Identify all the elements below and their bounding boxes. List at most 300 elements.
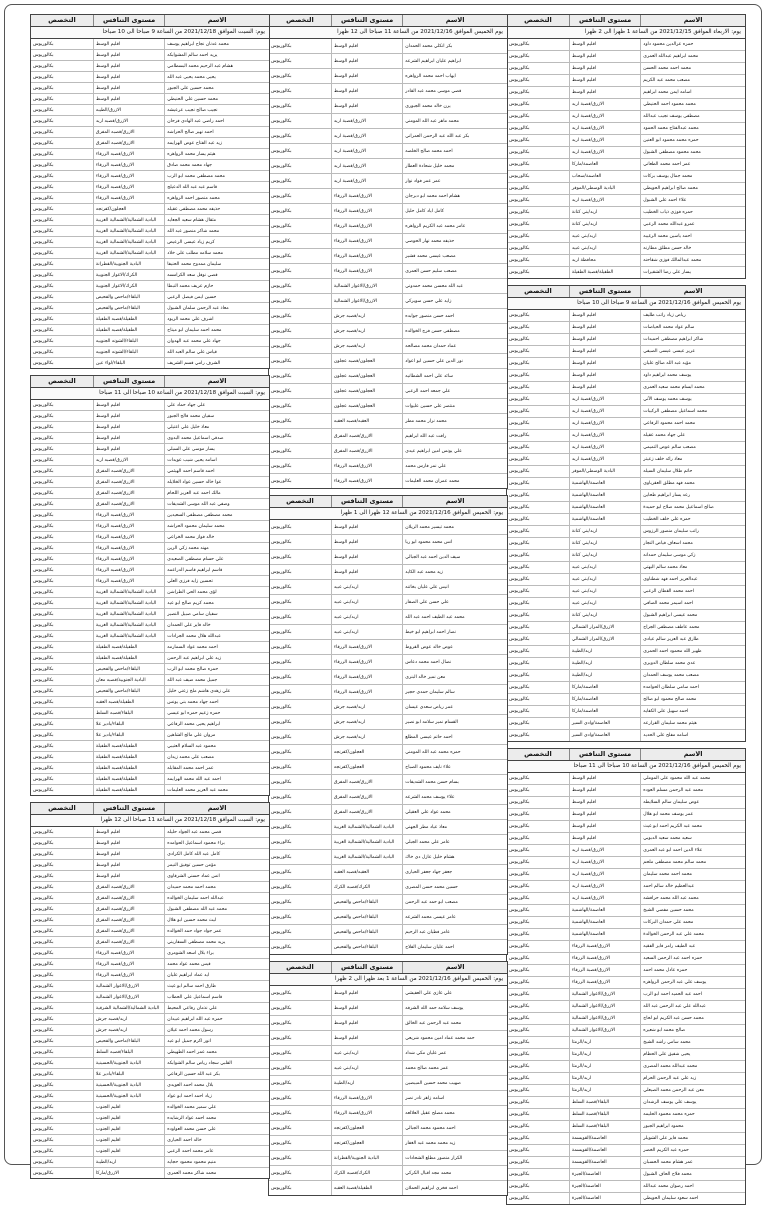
header-level: مستوى التنافس: [93, 15, 164, 26]
cell-level: العاصمة/الهاشمية: [569, 514, 640, 525]
cell-spec: بكالوريوس: [509, 860, 530, 865]
cell-name: علاء نايف محمود الصباح: [402, 760, 507, 774]
cell-level: اربد/قصبه جرش: [331, 339, 402, 353]
cell-level: الازرق/قصبة الزرقاء: [331, 204, 402, 218]
table-header: [507, 15, 745, 27]
cell-spec: بكالوريوس: [271, 749, 292, 755]
cell-spec: بكالوريوس: [271, 869, 292, 875]
cell-level: البادية الشمالية/الشمالية الغربية: [331, 835, 402, 849]
cell-spec: بكالوريوس: [33, 765, 54, 771]
cell-level: الازرق/قصبه الزرقاء: [93, 532, 164, 542]
cell-level: الازرق/قصبة اربد: [569, 893, 640, 904]
cell-level: اربد/بني عبيد: [331, 595, 402, 609]
cell-name: مصعب علي محمد زيدان: [164, 752, 269, 762]
cell-spec: بكالوريوس: [271, 554, 292, 560]
cell-level: الازرق/قصبه الزرقاء: [93, 182, 164, 192]
cell-name: نور الدين علي حسين ابو اعواد: [402, 354, 507, 368]
table-row: [31, 609, 269, 620]
cell-level: اربد/بني عبيد: [331, 1046, 402, 1060]
cell-level: الازرق/قصبة اربد: [569, 394, 640, 405]
cell-name: مصطفى يوسف نجيب عبدالله: [640, 111, 745, 122]
cell-level: الازرق/الاغوار الشمالية: [569, 989, 640, 1000]
table-row: [507, 833, 745, 845]
cell-spec: بكالوريوس: [509, 1148, 530, 1153]
cell-spec: بكالوريوس: [271, 779, 292, 785]
table-row: [507, 1073, 745, 1085]
cell-name: انور اكرم جميل ابو عيد: [164, 1036, 269, 1046]
cell-spec: بكالوريوس: [33, 1170, 54, 1176]
cell-name: زيد محمد عبد الكايد: [402, 565, 507, 579]
cell-level: البلقاء/ماحص والفحيص: [331, 925, 402, 939]
cell-spec: بكالوريوس: [509, 258, 530, 263]
cell-name: حمزه علي خلف الخطيب: [640, 514, 745, 525]
cell-level: الطفيلة/قصبه الطفيلة: [93, 763, 164, 773]
cell-spec: بكالوريوس: [33, 523, 54, 529]
cell-level: العجلون/كفرنجه: [331, 1121, 402, 1135]
cell-name: عمر عليان مكي شداد: [402, 1046, 507, 1060]
cell-name: سالم سليمان حمدي حجير: [402, 685, 507, 699]
table-row: [31, 215, 269, 226]
cell-name: احمد اسيمر محمد الصافي: [640, 598, 745, 609]
cell-level: البلقاء/الشونه الجنوبيه: [93, 347, 164, 357]
cell-level: اقليم الوسط: [331, 986, 402, 1000]
cell-spec: بكالوريوس: [33, 118, 54, 124]
cell-spec: بكالوريوس: [33, 917, 54, 923]
cell-name: خالد فواز محمد الخزاعي: [164, 532, 269, 542]
cell-level: اقليم الوسط: [569, 785, 640, 796]
table-row: [507, 646, 745, 658]
cell-level: البلقاء/ماحص والفحيص: [93, 303, 164, 313]
cell-level: البادية الشمالية/الشمالية الغربية: [331, 820, 402, 834]
cell-level: العاصمة/وادي السير: [569, 730, 640, 741]
cell-name: محمد حسن عبد الكريم ابو لحاج: [640, 1013, 745, 1024]
table-row: [507, 881, 745, 893]
table-row: [31, 39, 269, 50]
cell-level: العجلون/كفرنجه: [331, 745, 402, 759]
cell-spec: بكالوريوس: [509, 601, 530, 606]
table-row: [31, 730, 269, 741]
cell-level: الازرق/قصبة اربد: [569, 111, 640, 122]
table-row: [31, 149, 269, 160]
cell-level: العجلون/قصبه عجلون: [331, 354, 402, 368]
cell-spec: بكالوريوس: [509, 385, 530, 390]
cell-spec: بكالوريوس: [33, 457, 54, 463]
cell-name: محمد عبدالفتاح محمد الحمود: [640, 123, 745, 134]
cell-spec: بكالوريوس: [33, 151, 54, 157]
cell-level: العاصمة/الهاشمية: [569, 905, 640, 916]
table-row: [507, 682, 745, 694]
cell-spec: بكالوريوس: [509, 1196, 530, 1201]
cell-name: عبدالله هلال محمد الجرادات: [164, 631, 269, 641]
cell-spec: بكالوريوس: [509, 457, 530, 462]
table-row: [269, 520, 507, 535]
cell-name: محمد عبد الطيف احمد عبد الله: [402, 610, 507, 624]
cell-spec: بكالوريوس: [509, 896, 530, 901]
cell-spec: بكالوريوس: [33, 840, 54, 846]
table-row: [269, 69, 507, 84]
cell-name: محمد شاكر محمد العمري: [164, 1168, 269, 1178]
cell-level: اربد/بني عبيد: [569, 598, 640, 609]
cell-level: الطفيلة/قصبة العقبه: [331, 1181, 402, 1195]
cell-name: منتصر علي حسين عليوات: [402, 399, 507, 413]
session-time: يوم: السبت الموافق 2021/12/18 من الساعة 9 صباحا الى 10 صباحا: [31, 27, 269, 39]
cell-name: محمد عمران محمد العليمات: [402, 474, 507, 488]
table-row: [31, 237, 269, 248]
cell-spec: بكالوريوس: [509, 932, 530, 937]
cell-level: اربد/بني عبيد: [569, 562, 640, 573]
cell-spec: بكالوريوس: [33, 710, 54, 716]
cell-name: قصي نوفل سعد الكرامسه: [164, 270, 269, 280]
cell-level: الطفيلة/قصبة الطفيلة: [569, 267, 640, 278]
table-row: [269, 294, 507, 309]
table-row: [507, 406, 745, 418]
table-row: [31, 543, 269, 554]
cell-level: الازرق/قصبه المفرق: [93, 926, 164, 936]
cell-spec: بكالوريوس: [33, 360, 54, 366]
table-row: [31, 204, 269, 215]
table-row: [269, 895, 507, 910]
cell-name: عوض سليمان سالم السلايطه: [640, 797, 745, 808]
cell-name: مصعب محمد عبد الكريم: [640, 75, 745, 86]
cell-spec: بكالوريوس: [33, 873, 54, 879]
cell-level: الازرق/قصبه الزرقاء: [93, 510, 164, 520]
cell-name: محمد عمر احمد الطهيطي: [164, 1047, 269, 1057]
cell-level: اقليم الوسط: [93, 411, 164, 421]
cell-spec: بكالوريوس: [509, 150, 530, 155]
cell-level: الازرق/قصبة اربد: [331, 129, 402, 143]
table-row: [507, 1121, 745, 1133]
cell-name: يحيى شفيق علي الحطام: [640, 1049, 745, 1060]
table-row: [31, 642, 269, 653]
cell-name: حسين محمد حسن المصري: [402, 880, 507, 894]
cell-name: حمزه عادل محمد احمد: [640, 965, 745, 976]
cell-level: الازرق/الطيبه: [93, 105, 164, 115]
cell-level: اقليم الوسط: [331, 550, 402, 564]
cell-level: اقليم الوسط: [569, 39, 640, 50]
cell-level: الازرق/الاغوار الشمالية: [569, 1013, 640, 1024]
cell-name: مؤمن حسين توفيق النيمر: [164, 860, 269, 870]
cell-spec: بكالوريوس: [509, 541, 530, 546]
session-time: يوم الخميس الموافق 2021/12/16 من الساعة 9 صباحا الى 10 صباحا: [507, 298, 745, 310]
cell-spec: بكالوريوس: [509, 649, 530, 654]
cell-name: احمد سامي سلطان الحوامده: [640, 682, 745, 693]
cell-level: البلقاء/ماحص والفحيص: [93, 292, 164, 302]
cell-spec: بكالوريوس: [271, 478, 292, 484]
table-row: [269, 805, 507, 820]
table-row: [507, 370, 745, 382]
cell-name: قاسم اسماعيل علي الحطاب: [164, 992, 269, 1002]
cell-level: اربد/قصبه جرش: [331, 715, 402, 729]
cell-spec: بكالوريوس: [33, 338, 54, 344]
table-row: [31, 1135, 269, 1146]
cell-spec: بكالوريوس: [509, 433, 530, 438]
table-row: [269, 339, 507, 354]
table-row: [269, 790, 507, 805]
table-row: [507, 989, 745, 1001]
cell-spec: بكالوريوس: [509, 174, 530, 179]
cell-spec: بكالوريوس: [33, 906, 54, 912]
cell-level: الازرق/قصبه المفرق: [331, 444, 402, 458]
table-row: [507, 39, 745, 51]
cell-level: اقليم الوسط: [331, 84, 402, 98]
table-row: [269, 880, 507, 895]
cell-spec: بكالوريوس: [271, 88, 292, 94]
cell-name: علاء الدين احمد ابو عبد العمري: [640, 845, 745, 856]
cell-level: اربد/الطيبة: [569, 646, 640, 657]
cell-name: عمر جواد جواد حمد الخوالده: [164, 926, 269, 936]
cell-level: الازرق/قصبه المفرق: [93, 477, 164, 487]
cell-spec: بكالوريوس: [509, 848, 530, 853]
cell-spec: بكالوريوس: [509, 613, 530, 618]
table-row: [31, 193, 269, 204]
cell-level: الازرق/قصبه المفرق: [93, 127, 164, 137]
cell-name: بكر انكلي محمد الحمدان: [402, 39, 507, 53]
cell-level: الازرق/قصبة الزرقاء: [331, 219, 402, 233]
cell-name: بكر عبد الله عبد الرحمن العمراني: [402, 129, 507, 143]
table-row: [507, 845, 745, 857]
table-row: [31, 1146, 269, 1157]
cell-name: محمد صالح محمود ابو صالح: [640, 694, 745, 705]
cell-spec: بكالوريوس: [271, 674, 292, 680]
cell-spec: بكالوريوس: [33, 41, 54, 47]
cell-name: مثقال هشام سعيد الجعايد: [164, 215, 269, 225]
table-row: [269, 655, 507, 670]
cell-level: الازرق/الاغوار الشمالية: [331, 294, 402, 308]
cell-spec: بكالوريوس: [509, 872, 530, 877]
cell-level: اقليم الوسط: [569, 358, 640, 369]
cell-spec: بكالوريوس: [271, 689, 292, 695]
cell-spec: بكالوريوس: [509, 812, 530, 817]
cell-spec: بكالوريوس: [271, 103, 292, 109]
cell-level: اربد/بني كنانة: [569, 526, 640, 537]
cell-spec: بكالوريوس: [509, 313, 530, 318]
table-row: [507, 207, 745, 219]
cell-spec: بكالوريوس: [33, 1159, 54, 1165]
table-row: [269, 174, 507, 189]
table-row: [269, 1151, 507, 1166]
table-row: [269, 324, 507, 339]
cell-level: البادية الشمالية/الشمالية الغربية: [93, 237, 164, 247]
cell-spec: بكالوريوس: [509, 138, 530, 143]
table-row: [31, 105, 269, 116]
cell-spec: بكالوريوس: [33, 327, 54, 333]
cell-name: حمد محمد عماد امين محمود شريعي: [402, 1031, 507, 1045]
cell-level: الطفيلة/قصبه الطفيلة: [93, 741, 164, 751]
table-row: [507, 586, 745, 598]
cell-level: العاصمة/الجيزة: [569, 1181, 640, 1192]
cell-spec: بكالوريوس: [271, 899, 292, 905]
cell-level: البادية الجنوبية/القطرانة: [331, 1151, 402, 1165]
cell-level: البادية الشمالية/الشمالية الغربية: [93, 215, 164, 225]
cell-name: يزيد احمد سالم المشوابكه: [164, 50, 269, 60]
cell-level: الكرك/الاغوار الجنوبية: [93, 281, 164, 291]
cell-spec: بكالوريوس: [509, 565, 530, 570]
cell-level: الازرق/قصبه المفرق: [331, 805, 402, 819]
cell-level: الازرق/قصبة اربد: [331, 114, 402, 128]
header-level: مستوى التنافس: [569, 749, 640, 760]
cell-level: الازرق/قصبه الزرقاء: [93, 193, 164, 203]
cell-name: ايهاب احمد محمد الزواهره: [402, 69, 507, 83]
cell-level: الطفيلة/قصبه الطفيلة: [93, 785, 164, 795]
table-row: [507, 267, 745, 278]
cell-name: عبد الطيف رامز فايز الفقيه: [640, 941, 745, 952]
cell-name: محمود عبد السلام العتيبي: [164, 741, 269, 751]
cell-name: محمد كريم صالح ابو عيد: [164, 598, 269, 608]
cell-spec: بكالوريوس: [509, 1028, 530, 1033]
cell-name: رعد يسار ابراهيم طحاين: [640, 490, 745, 501]
table-row: [31, 653, 269, 664]
table-row: [31, 72, 269, 83]
cell-spec: بكالوريوس: [509, 908, 530, 913]
table-row: [31, 1080, 269, 1091]
header-name: الاسم: [402, 496, 507, 507]
cell-level: العاصمة/الهاشمية: [569, 502, 640, 513]
cell-name: حمزه صالح محمد ابو الرب: [164, 664, 269, 674]
cell-spec: بكالوريوس: [509, 162, 530, 167]
table-row: [507, 231, 745, 243]
table-row: [269, 384, 507, 399]
cell-name: احمد ياسين محمد الزغيبه: [640, 231, 745, 242]
cell-name: احمد عليان سليمان الفلاح: [402, 940, 507, 954]
table-row: [507, 797, 745, 809]
cell-spec: بكالوريوس: [33, 622, 54, 628]
cell-name: حاتم طلال سليمان السيله: [640, 466, 745, 477]
cell-name: براء محمود اسماعيل الحوامده: [164, 838, 269, 848]
cell-spec: بكالوريوس: [33, 862, 54, 868]
cell-spec: بكالوريوس: [33, 961, 54, 967]
header-spec: التخصص: [48, 377, 76, 385]
cell-level: اربد/بني كنانة: [569, 207, 640, 218]
cell-level: الازرق/قصبه المفرق: [93, 893, 164, 903]
table-row: [507, 785, 745, 797]
cell-name: محمد عبد الله محمد حرافشه: [640, 893, 745, 904]
table-row: [269, 1046, 507, 1061]
cell-spec: بكالوريوس: [33, 283, 54, 289]
cell-spec: بكالوريوس: [33, 884, 54, 890]
cell-name: القلبي سجاد رياض سالم الشوابكه: [164, 1058, 269, 1068]
cell-name: عمر محمد صالح محمد: [402, 1061, 507, 1075]
cell-spec: بكالوريوس: [271, 43, 292, 49]
cell-name: حمزه زعيم حمزه ابو عيسى: [164, 708, 269, 718]
cell-spec: بكالوريوس: [271, 914, 292, 920]
cell-name: حمزه احمد عبد الرحمن السعيد: [640, 953, 745, 964]
table-row: [31, 970, 269, 981]
cell-spec: بكالوريوس: [271, 629, 292, 635]
cell-level: اقليم الوسط: [331, 69, 402, 83]
table-row: [31, 477, 269, 488]
cell-name: اسامه مفلح علي الحديد: [640, 730, 745, 741]
cell-spec: بكالوريوس: [271, 463, 292, 469]
cell-spec: بكالوريوس: [509, 42, 530, 47]
cell-name: محمد ماهر عبد الله المومني: [402, 114, 507, 128]
table-row: [507, 358, 745, 370]
cell-level: اقليم الجنوب: [93, 1102, 164, 1112]
cell-name: جميل محمد ضيف عبد الله: [164, 675, 269, 685]
cell-name: زياد احمد احمد ابو عواد: [164, 1091, 269, 1101]
table-row: [31, 981, 269, 992]
cell-level: اربد/قصبه جرش: [93, 1025, 164, 1035]
cell-name: حمزه فوزي ذياب الخطيب: [640, 207, 745, 218]
table-row: [269, 39, 507, 54]
table-row: [31, 510, 269, 521]
cell-level: البادية الشمالية/الشمالية الغربية: [93, 598, 164, 608]
cell-level: الازرق/قصبة اربد: [569, 869, 640, 880]
table-row: [31, 281, 269, 292]
cell-name: زكي موسى سليمان حمدانه: [640, 550, 745, 561]
table-header: [31, 15, 269, 27]
cell-name: ايد عماد ابراهيم عليان: [164, 970, 269, 980]
cell-name: جهاد علي محمد عبد الهدوان: [164, 336, 269, 346]
cell-name: محمد عبد العزيز محمد العليمات: [164, 785, 269, 795]
cell-spec: بكالوريوس: [271, 990, 292, 996]
cell-spec: بكالوريوس: [33, 294, 54, 300]
cell-spec: بكالوريوس: [33, 424, 54, 430]
cell-level: اقليم الوسط: [93, 50, 164, 60]
cell-spec: بكالوريوس: [33, 677, 54, 683]
cell-spec: بكالوريوس: [271, 1050, 292, 1056]
cell-spec: بكالوريوس: [33, 501, 54, 507]
cell-level: العاصمة/سحاب: [569, 171, 640, 182]
cell-name: كريم زياد عيسى الرعيض: [164, 237, 269, 247]
cell-spec: بكالوريوس: [509, 800, 530, 805]
cell-level: العقبه/قصبه العقبه: [331, 414, 402, 428]
table-row: [507, 730, 745, 741]
table-row: [269, 625, 507, 640]
table-row: [31, 774, 269, 785]
cell-spec: بكالوريوس: [271, 163, 292, 169]
cell-spec: بكالوريوس: [509, 1100, 530, 1105]
table-row: [269, 189, 507, 204]
cell-name: محمد سالم محمد مصطفى ملحم: [640, 857, 745, 868]
cell-level: الازرق/قصبه اربد: [93, 116, 164, 126]
table-row: [507, 135, 745, 147]
session-time: يوم الخميس الموافق 2021/12/16 من الساعة 11 صباحا الى 12 ظهرا: [269, 27, 507, 39]
cell-spec: بكالوريوس: [509, 517, 530, 522]
cell-name: محمد مصطفى محمد ابو الرب: [164, 171, 269, 181]
cell-level: البادية الجنوبية/الحسينية: [93, 1080, 164, 1090]
cell-name: كامل عبد الله كامل الكرادي: [164, 849, 269, 859]
table-row: [31, 631, 269, 642]
table-row: [269, 264, 507, 279]
cell-name: محمد عبد الله مصطفى الشبول: [164, 904, 269, 914]
cell-name: محمد علي حمدان البركات: [640, 917, 745, 928]
cell-spec: بكالوريوس: [33, 184, 54, 190]
cell-name: سليمان ممدوح محمد الحنيفا: [164, 259, 269, 269]
cell-name: حمزه محمد عبد الله المومني: [402, 745, 507, 759]
cell-name: يوسف محمد يوسف الآتي: [640, 394, 745, 405]
table-row: [507, 219, 745, 231]
cell-spec: بكالوريوس: [33, 479, 54, 485]
table-row: [31, 433, 269, 444]
table-row: [507, 1049, 745, 1061]
table-row: [507, 622, 745, 634]
header-name: الاسم: [164, 803, 269, 814]
cell-spec: بكالوريوس: [33, 1038, 54, 1044]
table-row: [507, 706, 745, 718]
table-row: [269, 1091, 507, 1106]
table-row: [269, 1166, 507, 1181]
cell-spec: بكالوريوس: [271, 253, 292, 259]
table-row: [31, 226, 269, 237]
cell-name: احمد رضوان محمد عبدالله: [640, 1181, 745, 1192]
cell-level: الازرق/قصبة الزرقاء: [569, 953, 640, 964]
cell-level: الازرق/الاغوار الشمالية: [331, 279, 402, 293]
cell-level: اقليم الوسط: [569, 51, 640, 62]
table-row: [507, 953, 745, 965]
cell-spec: بكالوريوس: [33, 1071, 54, 1077]
table-row: [31, 708, 269, 719]
cell-level: البادية الجنوبية/الحسينية: [93, 1091, 164, 1101]
